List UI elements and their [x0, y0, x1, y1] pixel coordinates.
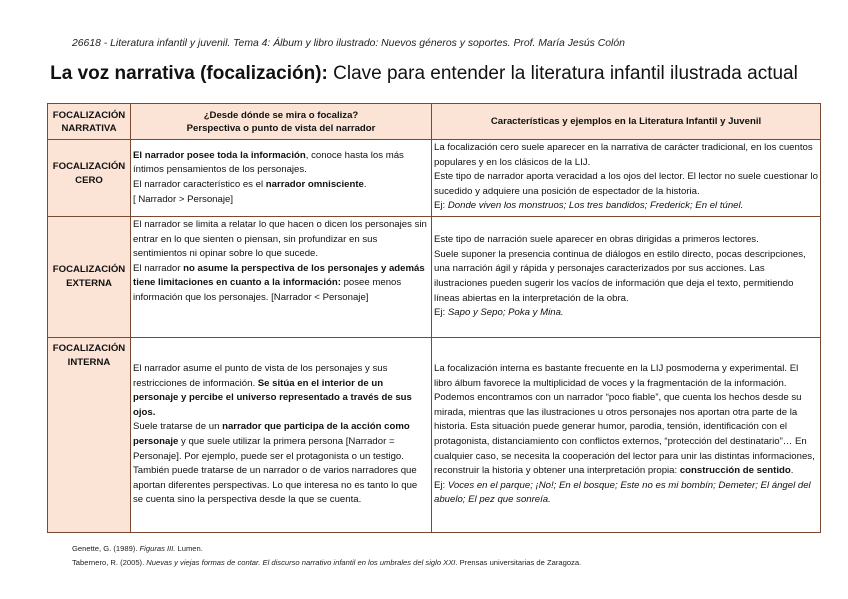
cero-ex-text: Donde viven los monstruos; Los tres bandidos; Frederick; En el túnel. — [447, 200, 744, 212]
reference-tabernero — [72, 558, 581, 567]
cero-ex-prefix: Ej: — [434, 200, 448, 212]
interna-char-1-text: La focalización interna es bastante frecuente en la LIJ posmoderna y experimental. El libro álbum favorece la multiplicidad de voces y la fragmentación de la información. Podemos encontramos con un narrador “poco fiable”, que cuenta los hechos desde su mirada, mientras que las ilustraciones u otros personajes nos aportan otra parte de la historia. Esta situación puede generar humor, parodia, tensión, identificación con el protagonista, distanciamiento con conflictos externos, “protección del destinatario”… En cualquier caso, se necesita la cooperación del lector para unir las distintas informaciones, reconstruir la historia y obtener una interpretación propia: — [434, 363, 815, 477]
cell-caracteristicas-cero — [432, 140, 821, 217]
cero-char-2: Este tipo de narrador aporta veracidad a los ojos del lector. El lector no suele cuestionar lo sucedido y adquiere una posición de espectador de la historia. — [434, 171, 818, 197]
cero-desc-a — [133, 149, 429, 178]
interna-char-1-end: . — [790, 465, 794, 477]
row-label-cero: FOCALIZACIÓN CERO — [48, 140, 131, 217]
interna-desc-b-pre: Suele tratarse de un — [133, 421, 223, 433]
externa-desc-b-bold: no asume la perspectiva de los personajes y además tiene limitaciones en cuanto a la información: — [133, 262, 425, 289]
interna-char-1 — [434, 362, 818, 479]
ref-tabernero-publisher: . Prensas universitarias de Zaragoza. — [455, 558, 582, 567]
table-row — [48, 217, 821, 338]
externa-char-2: Suele suponer la presencia continua de diálogos en estilo directo, pocas descripciones, una narración ágil y rápida y personajes caracterizados por sus acciones. Las ilustraciones pueden sugerir los vacíos de información que deja el texto, permitiendo líneas abiertas en la interpretación de la obra. — [434, 248, 806, 304]
cero-desc-b-bold: narrador omnisciente — [265, 179, 364, 190]
externa-desc-b-post: posee menos información que los personajes. [Narrador < Personaje] — [133, 277, 402, 303]
externa-char-1: Este tipo de narración suele aparecer en obras dirigidas a primeros lectores. — [434, 234, 759, 246]
row-label-interna: FOCALIZACIÓN INTERNA — [48, 338, 131, 533]
cero-desc-b-pre: El narrador característico es el — [133, 179, 266, 190]
reference-genette — [72, 544, 203, 553]
interna-desc-a — [133, 362, 429, 420]
col-header-focalizacion: FOCALIZACIÓN NARRATIVA — [48, 104, 131, 140]
interna-desc-b — [133, 420, 429, 508]
title-rest: Clave para entender la literatura infantil ilustrada actual — [327, 63, 798, 84]
externa-desc-b — [133, 262, 429, 306]
cero-desc-b — [133, 178, 429, 193]
externa-ex-text: Sapo y Sepo; Poka y Mina. — [447, 307, 564, 319]
cell-perspectiva-externa — [131, 217, 432, 338]
externa-desc-a: El narrador se limita a relatar lo que hacen o dicen los personajes sin entrar en lo que sienten o piensan, sin profundizar en sus sentimientos ni opinar sobre lo que sucede. — [133, 219, 427, 260]
interna-ex-prefix: Ej: — [434, 479, 448, 491]
interna-desc-a-bold: Se sitúa en el interior de un personaje y percibe el universo representado a través de sus ojos. — [133, 377, 412, 418]
cero-desc-a-bold: El narrador posee toda la información — [133, 149, 306, 161]
externa-desc-b-pre: El narrador — [133, 262, 184, 274]
cell-caracteristicas-externa — [432, 217, 821, 338]
row-label-externa: FOCALIZACIÓN EXTERNA — [48, 217, 131, 338]
cell-perspectiva-interna — [131, 338, 432, 533]
interna-examples — [434, 479, 818, 508]
cero-desc-c: [ Narrador > Personaje] — [133, 193, 233, 205]
interna-desc-b-bold: narrador que participa de la acción como personaje — [133, 421, 410, 447]
col-header-caracteristicas: Características y ejemplos en la Literatura Infantil y Juvenil — [432, 104, 821, 140]
interna-char-1-bold: construcción de sentido — [679, 465, 791, 477]
interna-desc-a-pre: El narrador asume el punto de vista de los personajes y sus restricciones de información. — [133, 363, 388, 389]
col-header-perspectiva — [131, 104, 432, 140]
interna-ex-text: Voces en el parque; ¡No!; En el bosque; Este no es mi bombín; Demeter; El ángel del abuelo; El pez que sonreía. — [434, 479, 811, 506]
ref-tabernero-title: Nuevas y viejas formas de contar. El discurso narrativo infantil en los umbrales del siglo XXI — [146, 558, 456, 567]
course-header: 26618 - Literatura infantil y juvenil. Tema 4: Álbum y libro ilustrado: Nuevos géneros y soportes. Prof. María Jesús Colón — [72, 38, 625, 49]
ref-genette-publisher: Lumen. — [175, 544, 203, 553]
table-header-row — [48, 104, 821, 140]
focalization-table — [47, 103, 821, 533]
ref-genette-author: Genette, G. (1989). — [72, 544, 140, 553]
table-row — [48, 140, 821, 217]
cero-desc-a-rest: , conoce hasta los más íntimos pensamientos de los personajes. — [133, 149, 404, 176]
ref-tabernero-author: Tabernero, R. (2005). — [72, 558, 147, 567]
externa-examples — [434, 306, 818, 321]
cero-examples — [434, 199, 818, 214]
cell-caracteristicas-interna — [432, 338, 821, 533]
ref-genette-title: Figuras III. — [139, 544, 176, 553]
table-row — [48, 338, 821, 533]
col-header-perspectiva-line2: Perspectiva o punto de vista del narrador — [186, 122, 376, 134]
col-header-perspectiva-line1: ¿Desde dónde se mira o focaliza? — [203, 109, 359, 121]
cero-desc-b-post: . — [363, 179, 367, 190]
cell-perspectiva-cero — [131, 140, 432, 217]
externa-ex-prefix: Ej: — [434, 307, 448, 319]
page-title — [0, 63, 848, 85]
interna-desc-b-post: y que suele utilizar la primera persona [Narrador = Personaje]. Por ejemplo, puede ser el protagonista o un testigo. También puede tratarse de un narrador o de varios narradores que aportan diferentes perspectivas. Lo que interesa no es tanto lo que se cuenta sino la perspectiva desde la que se cuenta. — [133, 436, 418, 506]
title-bold: La voz narrativa (focalización): — [50, 63, 328, 84]
cero-char-1: La focalización cero suele aparecer en la narrativa de carácter tradicional, en los cuentos populares y en los clásicos de la LIJ. — [434, 142, 813, 168]
